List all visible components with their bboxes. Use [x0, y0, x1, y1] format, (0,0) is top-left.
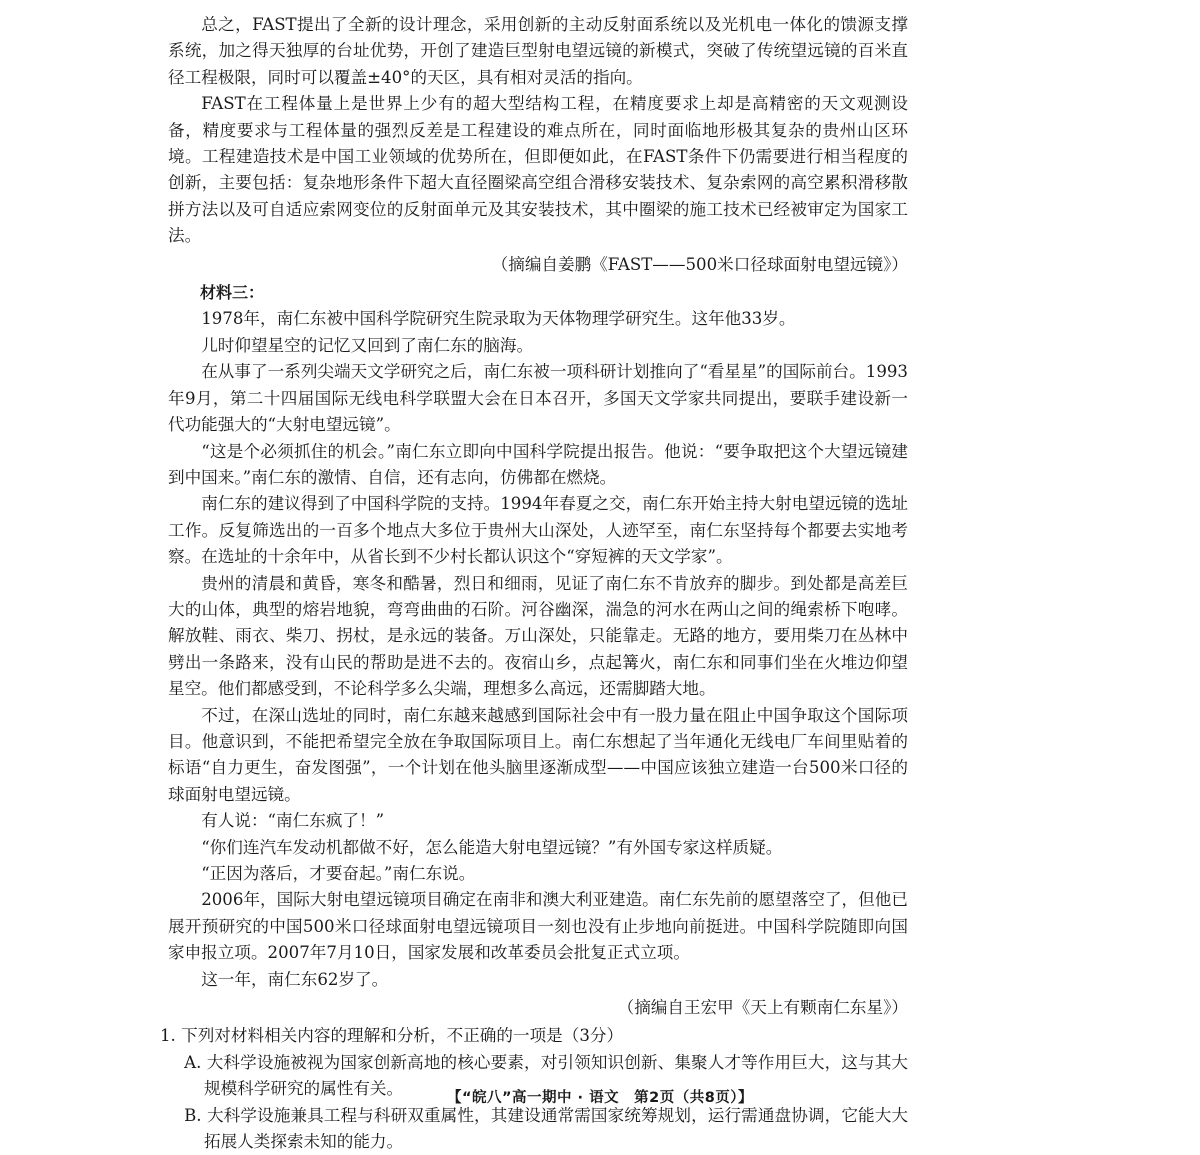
- material3-paragraph: 有人说：“南仁东疯了！”: [201, 811, 385, 831]
- material3-source: （摘编自王宏甲《天上有颗南仁东星》）: [617, 998, 908, 1018]
- material3-paragraph: “正因为落后，才要奋起。”南仁东说。: [201, 864, 476, 883]
- material3-paragraph: 2006年，国际大射电望远镜项目确定在南非和澳大利亚建造。南仁东先前的愿望落空了，但他已展开预研究的中国500米口径球面射电望远镜项目一刻也没有止步地向前挺进。中国科学院随即向国家申报立项。2007年7月10日，国家发展和改革委员会批复正式立项。: [168, 890, 908, 963]
- material2-paragraph-1: 总之，FAST提出了全新的设计理念，采用创新的主动反射面系统以及光机电一体化的馈源支撑系统，加之得天独厚的台址优势，开创了建造巨型射电望远镜的新模式，突破了传统望远镜的百米直径工程极限，同时可以覆盖±40°的天区，具有相对灵活的指向。: [168, 15, 908, 87]
- material3-paragraph: 1978年，南仁东被中国科学院研究生院录取为天体物理学研究生。这年他33岁。: [201, 309, 796, 329]
- question-1-option-b: B. 大科学设施兼具工程与科研双重属性，其建设通常需国家统筹规划，运行需通盘协调，它能大大拓展人类探索未知的能力。: [184, 1105, 908, 1152]
- material3-paragraph: 在从事了一系列尖端天文学研究之后，南仁东被一项科研计划推向了“看星星”的国际前台。1993年9月，第二十四届国际无线电科学联盟大会在日本召开，多国天文学家共同提出，要联手建设新一代功能强大的“大射电望远镜”。: [168, 362, 908, 435]
- material3-paragraph: 贵州的清晨和黄昏，寒冬和酷暑，烈日和细雨，见证了南仁东不肯放弃的脚步。到处都是高差巨大的山体，典型的熔岩地貌，弯弯曲曲的石阶。河谷幽深，湍急的河水在两山之间的绳索桥下咆哮。解放鞋、雨衣、柴刀、拐杖，是永远的装备。万山深处，只能靠走。无路的地方，要用柴刀在丛林中劈出一条路来，没有山民的帮助是进不去的。夜宿山乡，点起篝火，南仁东和同事们坐在火堆边仰望星空。他们都感受到，不论科学多么尖端，理想多么高远，还需脚踏大地。: [168, 573, 908, 699]
- page-content: [160, 12, 908, 1155]
- material2-paragraph-2: FAST在工程体量上是世界上少有的超大型结构工程，在精度要求上却是高精密的天文观测设备，精度要求与工程体量的强烈反差是工程建设的难点所在，同时面临地形极其复杂的贵州山区环境。工程建造技术是中国工业领域的优势所在，但即便如此，在FAST条件下仍需要进行相当程度的创新，主要包括：复杂地形条件下超大直径圈梁高空组合滑移安装技术、复杂索网的高空累积滑移散拼方法以及可自适应索网变位的反射面单元及其安装技术，其中圈梁的施工技术已经被审定为国家工法。: [168, 94, 908, 246]
- material3-paragraph: 不过，在深山选址的同时，南仁东越来越感到国际社会中有一股力量在阻止中国争取这个国际项目。他意识到，不能把希望完全放在争取国际项目上。南仁东想起了当年通化无线电厂车间里贴着的标语“自力更生，奋发图强”，一个计划在他头脑里逐渐成型——中国应该独立建造一台500米口径的球面射电望远镜。: [168, 705, 908, 804]
- material3-paragraph: “这是个必须抓住的机会。”南仁东立即向中国科学院提出报告。他说：“要争取把这个大望远镜建到中国来。”南仁东的激情、自信，还有志向，仿佛都在燃烧。: [168, 441, 908, 487]
- material3-paragraph: 南仁东的建议得到了中国科学院的支持。1994年春夏之交，南仁东开始主持大射电望远镜的选址工作。反复筛选出的一百多个地点大多位于贵州大山深处，人迹罕至，南仁东坚持每个都要去实地考察。在选址的十余年中，从省长到不少村长都认识这个“穿短裤的天文学家”。: [168, 494, 908, 567]
- material3-paragraph: 儿时仰望星空的记忆又回到了南仁东的脑海。: [201, 335, 534, 355]
- material2-source: （摘编自姜鹏《FAST——500米口径球面射电望远镜》）: [491, 254, 908, 274]
- material3-paragraph: “你们连汽车发动机都做不好，怎么能造大射电望远镜？”有外国专家这样质疑。: [201, 837, 783, 857]
- page-footer: 【“皖八”高一期中 · 语文 第2页（共8页）】: [446, 1090, 754, 1106]
- material3-paragraph: 这一年，南仁东62岁了。: [201, 969, 389, 989]
- question-1-option-a: A. 大科学设施被视为国家创新高地的核心要素，对引领知识创新、集聚人才等作用巨大，这与其大规模科学研究的属性有关。: [184, 1052, 908, 1099]
- question-1-stem: 1. 下列对材料相关内容的理解和分析，不正确的一项是（3分）: [160, 1026, 624, 1046]
- material3-heading: 材料三：: [200, 283, 265, 303]
